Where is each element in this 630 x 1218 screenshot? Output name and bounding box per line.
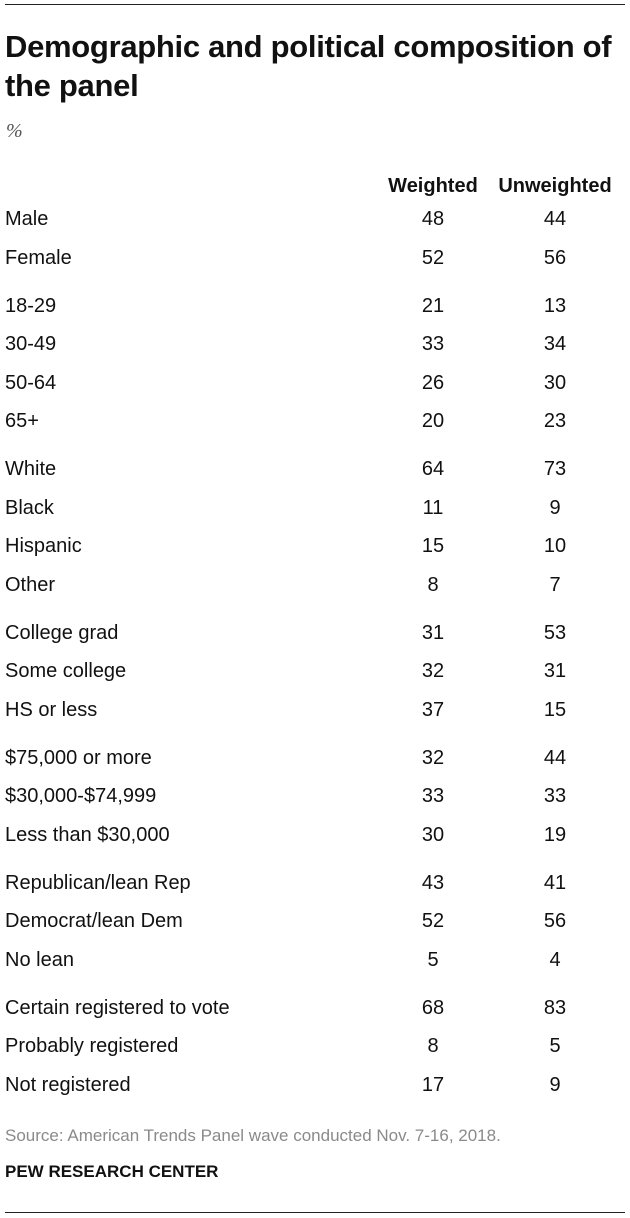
- unweighted-value: 56: [543, 246, 567, 269]
- unweighted-value: 13: [543, 294, 567, 317]
- weighted-value: 64: [421, 458, 445, 480]
- row-label: Black: [5, 496, 54, 519]
- row-label: 65+: [5, 410, 39, 432]
- table-row: [0, 785, 630, 815]
- weighted-value: 68: [421, 996, 445, 1019]
- row-label: White: [5, 458, 57, 480]
- row-label: Hispanic: [5, 535, 82, 557]
- unweighted-value: 73: [543, 458, 567, 480]
- weighted-value: 30: [421, 823, 445, 846]
- unweighted-value: 83: [543, 996, 567, 1019]
- weighted-value: 32: [421, 660, 445, 682]
- row-label: College grad: [5, 621, 119, 644]
- table-row: [0, 574, 630, 604]
- row-label: Probably registered: [5, 1035, 179, 1057]
- table-row: [0, 372, 630, 402]
- row-label: 30-49: [5, 333, 57, 355]
- table-row: [0, 949, 630, 979]
- weighted-value: 52: [421, 246, 445, 269]
- weighted-value: 37: [421, 698, 445, 721]
- unweighted-value: 44: [543, 208, 567, 230]
- row-label: Some college: [5, 660, 127, 682]
- table-row: [0, 497, 630, 527]
- table-row: [0, 699, 630, 729]
- unweighted-value: 56: [543, 910, 567, 932]
- weighted-value: 52: [421, 910, 445, 932]
- unweighted-value: 4: [549, 948, 561, 971]
- unweighted-value: 53: [543, 621, 567, 644]
- unweighted-value: 34: [543, 333, 567, 355]
- weighted-value: 32: [421, 746, 445, 769]
- table-row: [0, 660, 630, 690]
- row-label: Other: [5, 573, 56, 596]
- row-label: Republican/lean Rep: [5, 871, 191, 894]
- table-row: [0, 410, 630, 440]
- table-row: [0, 1035, 630, 1065]
- table-row: [0, 872, 630, 902]
- weighted-value: 20: [421, 410, 445, 432]
- table-row: [0, 824, 630, 854]
- bottom-rule: [5, 1212, 625, 1213]
- weighted-value: 15: [421, 535, 445, 557]
- table-row: [0, 1074, 630, 1104]
- unweighted-value: 5: [549, 1035, 561, 1057]
- unweighted-value: 9: [549, 496, 561, 519]
- top-rule: [5, 4, 625, 5]
- unweighted-value: 30: [543, 371, 567, 394]
- table-row: [0, 247, 630, 277]
- weighted-value: 48: [421, 208, 445, 230]
- table-row: [0, 910, 630, 940]
- unweighted-value: 23: [543, 410, 567, 432]
- weighted-value: 11: [422, 496, 444, 519]
- table-row: [0, 997, 630, 1027]
- weighted-value: 26: [421, 371, 445, 394]
- credit-line: PEW RESEARCH CENTER: [5, 1162, 219, 1181]
- row-label: HS or less: [5, 698, 98, 721]
- weighted-value: 33: [421, 785, 445, 807]
- column-header-weighted: Weighted: [388, 175, 478, 197]
- row-label: No lean: [5, 948, 74, 971]
- table-row: [0, 208, 630, 238]
- weighted-value: 8: [427, 573, 439, 596]
- source-note: Source: American Trends Panel wave conducted Nov. 7-16, 2018.: [5, 1126, 501, 1145]
- row-label: Male: [5, 208, 49, 230]
- unit-label: %: [6, 120, 23, 142]
- column-header-unweighted: Unweighted: [498, 175, 612, 197]
- unweighted-value: 33: [543, 785, 567, 807]
- weighted-value: 8: [427, 1035, 439, 1057]
- row-label: $75,000 or more: [5, 746, 152, 769]
- table-row: [0, 295, 630, 325]
- unweighted-value: 9: [549, 1073, 561, 1096]
- weighted-value: 5: [427, 948, 439, 971]
- weighted-value: 21: [421, 294, 445, 317]
- unweighted-value: 7: [549, 573, 561, 596]
- table-row: [0, 535, 630, 565]
- chart-title: Demographic and political composition of the panel: [5, 29, 612, 103]
- unweighted-value: 31: [543, 660, 567, 682]
- row-label: Not registered: [5, 1073, 131, 1096]
- weighted-value: 33: [421, 333, 445, 355]
- row-label: Less than $30,000: [5, 823, 170, 846]
- table-row: [0, 622, 630, 652]
- unweighted-value: 41: [543, 871, 567, 894]
- row-label: Certain registered to vote: [5, 996, 230, 1019]
- unweighted-value: 15: [543, 698, 567, 721]
- table-row: [0, 747, 630, 777]
- table-row: [0, 458, 630, 488]
- row-label: Democrat/lean Dem: [5, 910, 183, 932]
- unweighted-value: 10: [543, 535, 567, 557]
- unweighted-value: 44: [543, 746, 567, 769]
- row-label: 18-29: [5, 294, 57, 317]
- row-label: Female: [5, 246, 72, 269]
- row-label: $30,000-$74,999: [5, 785, 157, 807]
- table-row: [0, 333, 630, 363]
- weighted-value: 17: [421, 1073, 445, 1096]
- unweighted-value: 19: [543, 823, 567, 846]
- row-label: 50-64: [5, 371, 57, 394]
- weighted-value: 31: [421, 621, 445, 644]
- weighted-value: 43: [421, 871, 445, 894]
